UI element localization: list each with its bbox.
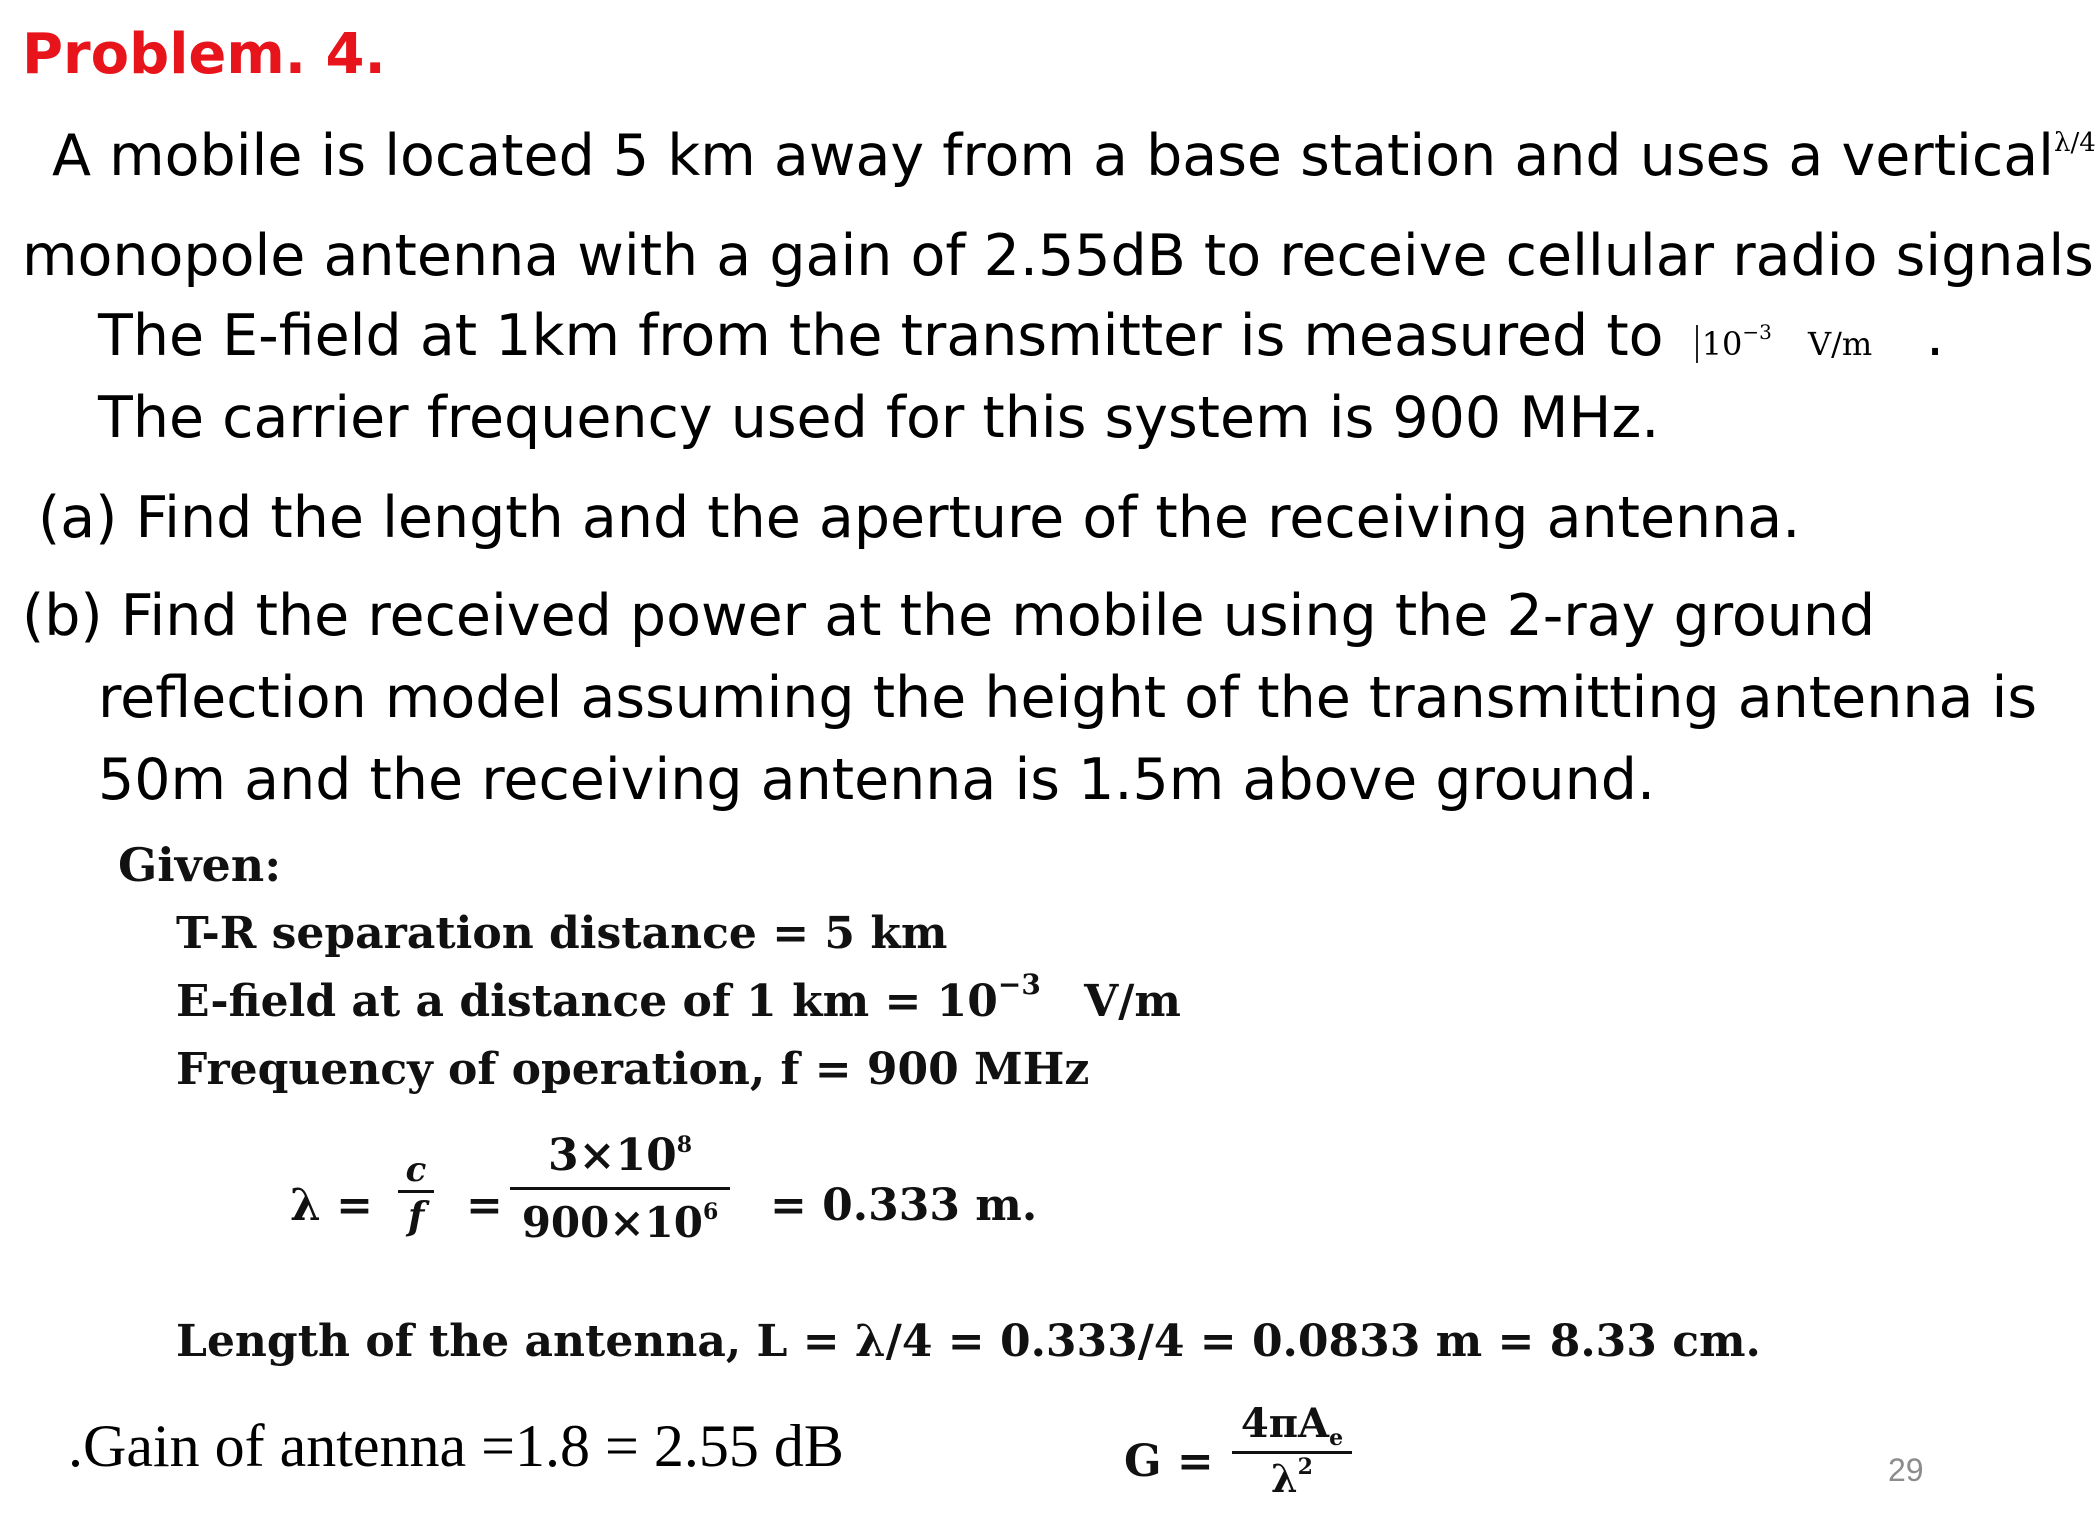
antenna-length: Length of the antenna, L = λ/4 = 0.333/4 = 0.0833 m = 8.33 cm. [176, 1316, 1761, 1367]
part-a: (a) Find the length and the aperture of the receiving antenna. [38, 485, 1801, 551]
gain-formula-lhs: G = [1124, 1436, 1214, 1487]
lambda-over-4-label: λ/4 [2054, 128, 2096, 158]
lambda-lhs: λ = [290, 1180, 374, 1231]
problem-line-1-text: A mobile is located 5 km away from a base station and uses a vertical [52, 123, 2054, 189]
lambda-result: = 0.333 m. [770, 1180, 1038, 1231]
gain-statement: .Gain of antenna =1.8 = 2.55 dB [68, 1413, 844, 1479]
page-number: 29 [1888, 1452, 1924, 1488]
part-b-line-1: (b) Find the received power at the mobile using the 2-ray ground [22, 583, 1876, 649]
problem-line-3-dot: . [1926, 303, 1945, 369]
c-over-f-fraction: $\frac{c}{f}$ [398, 1150, 434, 1238]
problem-line-1 [52, 123, 2096, 189]
given-frequency: Frequency of operation, f = 900 MHz [176, 1044, 1090, 1095]
slide-title: Problem. 4. [22, 22, 386, 87]
lambda-fraction: $\frac{3\times 10^8}{900\times 10^6}$ [510, 1130, 730, 1247]
given-separation: T-R separation distance = 5 km [176, 908, 948, 959]
lambda-equals: = [466, 1180, 503, 1231]
problem-line-2: monopole antenna with a gain of 2.55dB to receive cellular radio signals [22, 223, 2094, 289]
part-b-line-2: reflection model assuming the height of the transmitting antenna is [98, 665, 2038, 731]
given-efield: E-field at a distance of 1 km = $10^{-3}$ V/m [176, 968, 1181, 1027]
problem-line-3 [98, 303, 1873, 369]
part-b-line-3: 50m and the receiving antenna is 1.5m above ground. [98, 747, 1656, 813]
gain-formula-fraction: $4\pi A_e$ $\lambda^2$ [1232, 1400, 1352, 1501]
problem-line-4: The carrier frequency used for this system is 900 MHz. [98, 385, 1660, 451]
problem-line-3-text: The E-field at 1km from the transmitter is measured to [98, 303, 1664, 369]
efield-unit: V/m [1808, 325, 1873, 363]
efield-value: $10^{-3}$ [1696, 325, 1772, 363]
given-heading: Given: [118, 838, 282, 892]
